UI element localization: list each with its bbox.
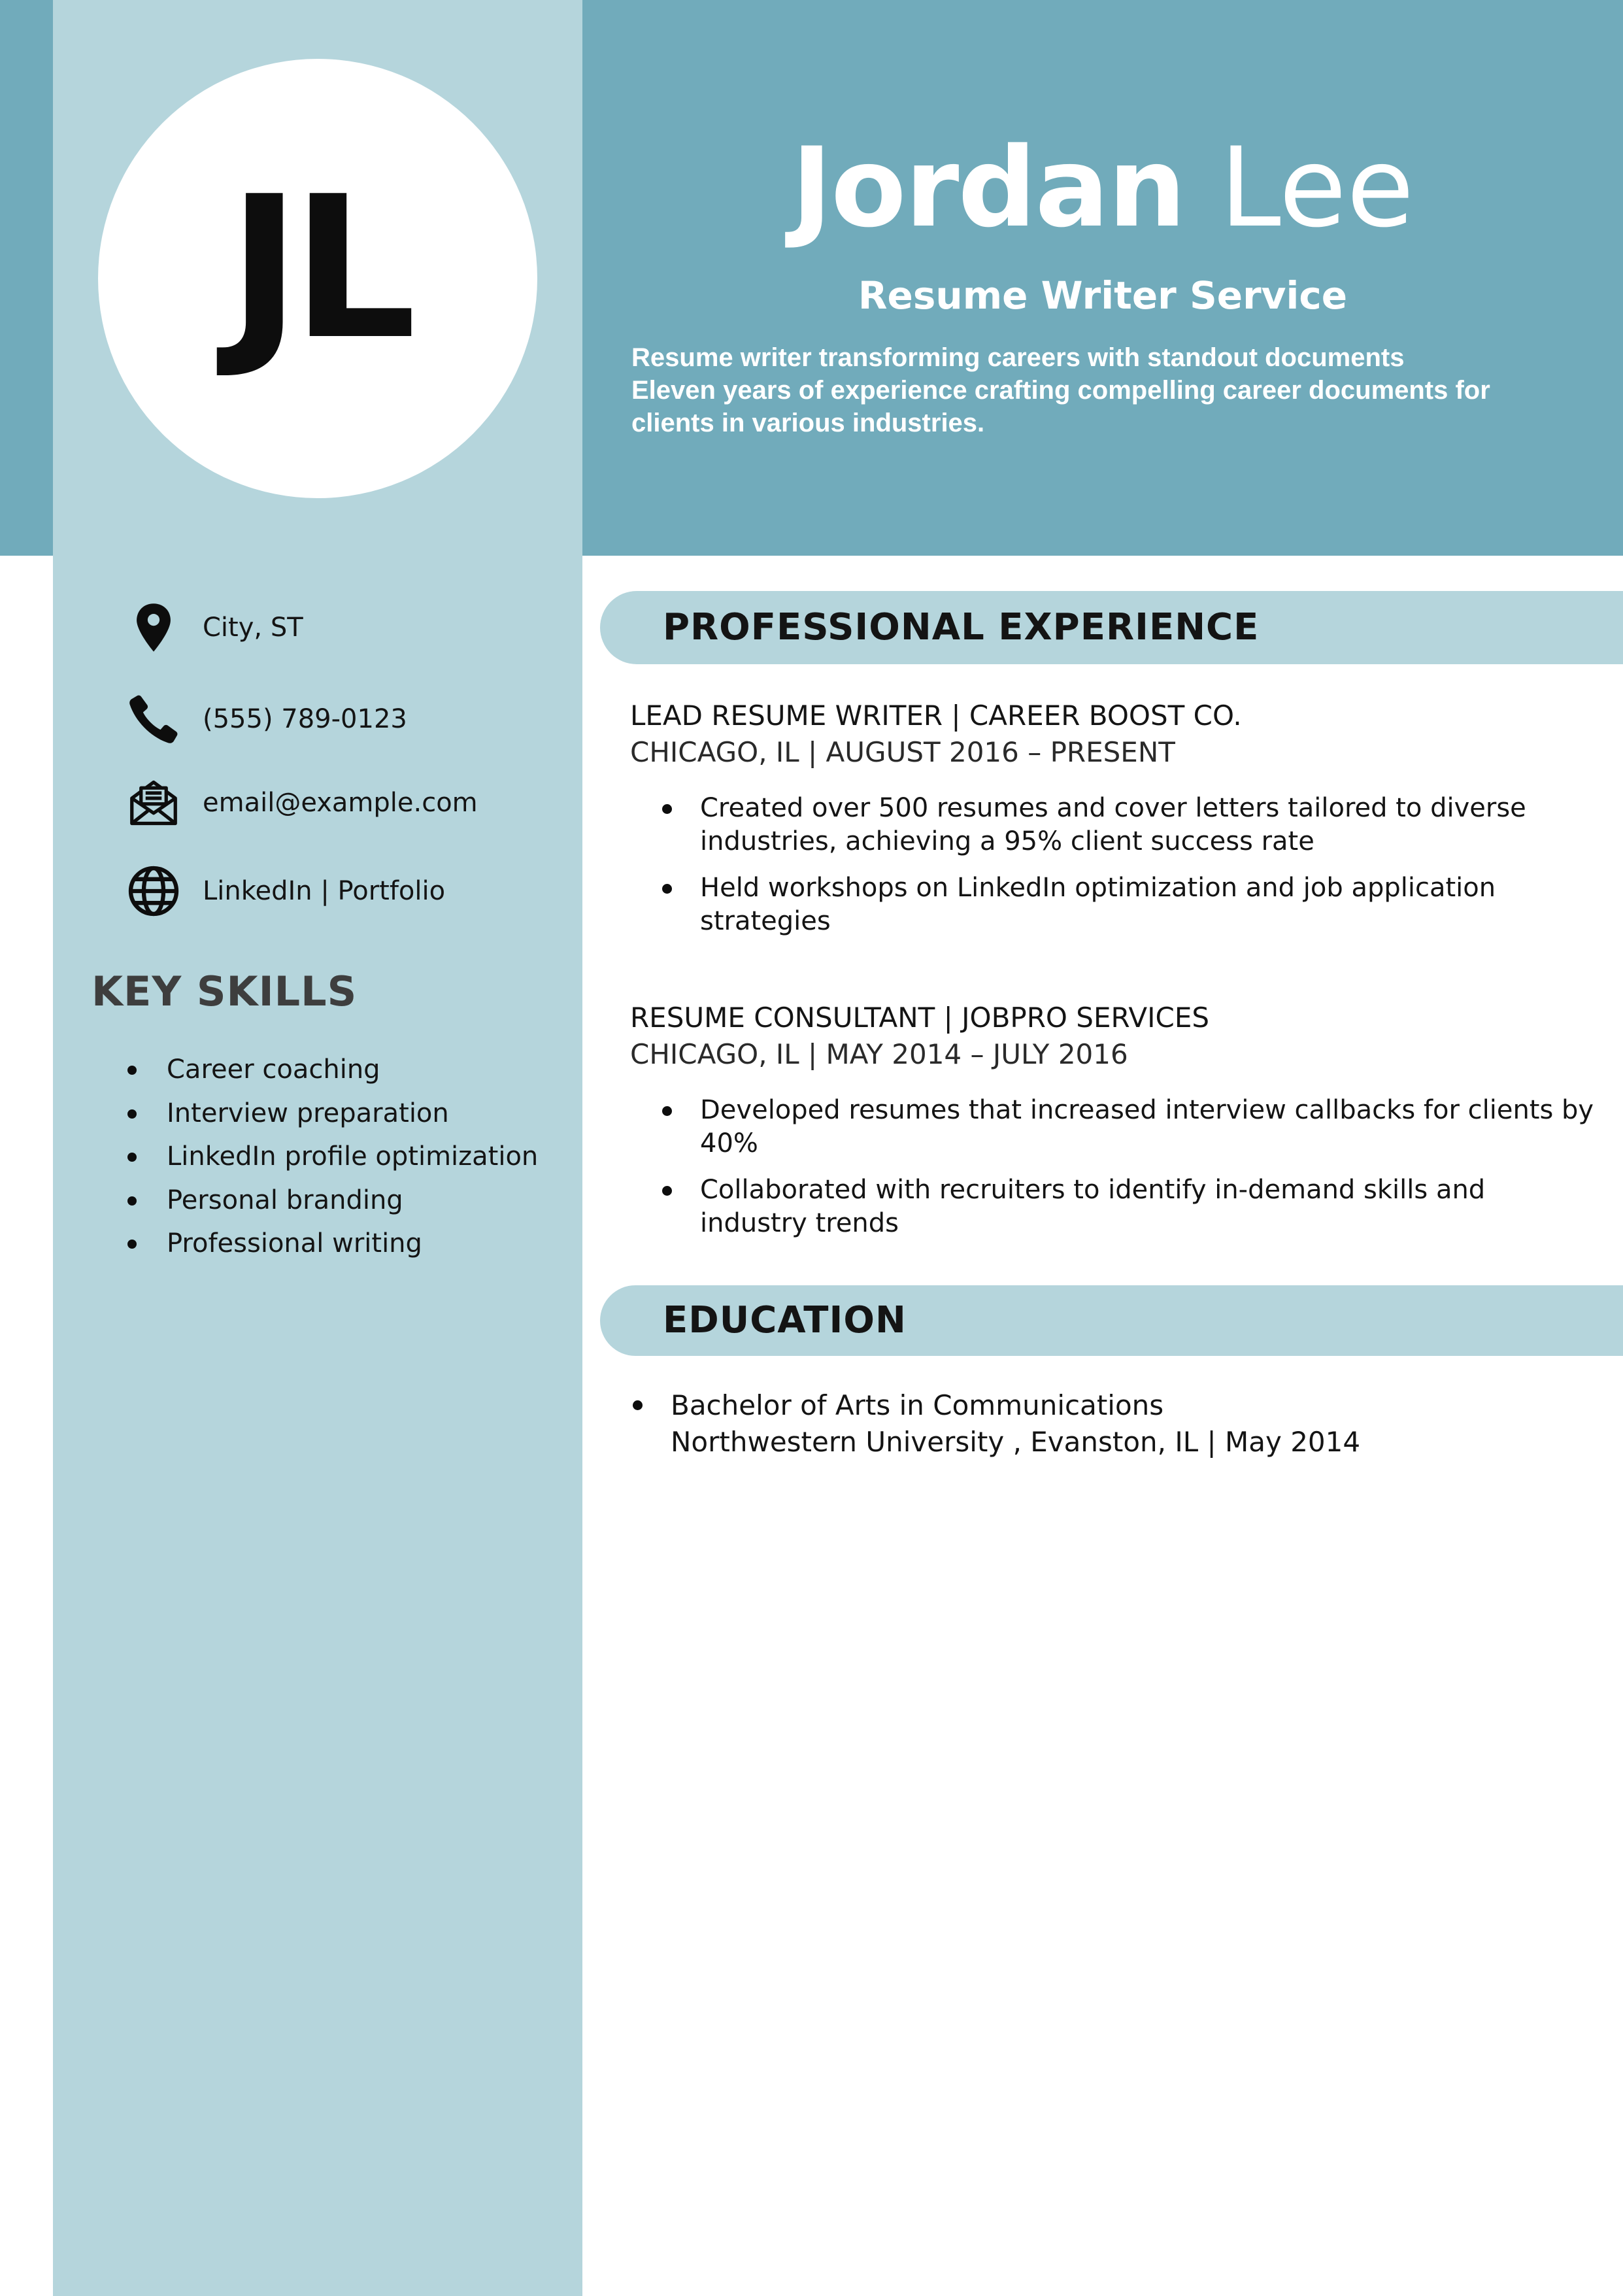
education-section-bar [600, 1285, 1623, 1356]
envelope-icon [124, 773, 183, 832]
location-pin-icon [124, 598, 183, 657]
summary-line: clients in various industries. [631, 409, 985, 437]
school-line: Northwestern University , Evanston, IL | May 2014 [671, 1426, 1361, 1458]
job-entry [630, 698, 1598, 951]
contact-web [124, 858, 445, 924]
skill-item: Professional writing [127, 1222, 538, 1266]
monogram-avatar [98, 59, 537, 498]
professional-title: Resume Writer Service [858, 273, 1348, 318]
job-bullet: Developed resumes that increased interview callbacks for clients by 40% [630, 1094, 1598, 1160]
contact-location [124, 595, 303, 660]
skill-item: Interview preparation [127, 1092, 538, 1136]
location-text: City, ST [203, 613, 303, 643]
experience-section-bar [600, 591, 1623, 664]
last-name: Lee [1220, 124, 1414, 252]
contact-phone [124, 686, 407, 752]
contact-email [124, 770, 478, 836]
first-name: Jordan [791, 124, 1185, 252]
phone-icon [124, 690, 183, 749]
job-bullets [630, 1094, 1598, 1240]
job-bullet: Collaborated with recruiters to identify in-demand skills and industry trends [630, 1173, 1598, 1240]
summary-line: Eleven years of experience crafting compelling career documents for [631, 376, 1490, 405]
degree: Bachelor of Arts in Communications [671, 1389, 1164, 1421]
globe-icon [124, 862, 183, 920]
skill-item: Personal branding [127, 1179, 538, 1223]
education-entry [630, 1387, 1598, 1460]
job-title-company: RESUME CONSULTANT | JOBPRO SERVICES [630, 1002, 1210, 1034]
education-heading: EDUCATION [663, 1299, 907, 1342]
job-bullet: Created over 500 resumes and cover letters tailored to diverse industries, achieving a 95% client success rate [630, 792, 1598, 858]
web-text: LinkedIn | Portfolio [203, 876, 446, 906]
job-location-dates: CHICAGO, IL | MAY 2014 – JULY 2016 [630, 1038, 1128, 1070]
job-bullet: Held workshops on LinkedIn optimization and job application strategies [630, 871, 1598, 938]
phone-text: (555) 789-0123 [203, 704, 407, 734]
job-bullets [630, 792, 1598, 938]
email-text: email@example.com [203, 788, 478, 818]
summary [631, 341, 1599, 439]
candidate-name [582, 124, 1623, 252]
job-location-dates: CHICAGO, IL | AUGUST 2016 – PRESENT [630, 736, 1175, 768]
job-entry [630, 1000, 1598, 1253]
monogram-initials: JL [227, 154, 408, 382]
skill-item: LinkedIn profile optimization [127, 1135, 538, 1179]
experience-heading: PROFESSIONAL EXPERIENCE [663, 606, 1260, 649]
summary-line: Resume writer transforming careers with standout documents [631, 343, 1405, 372]
key-skills-heading: KEY SKILLS [92, 968, 358, 1015]
key-skills-list [127, 1048, 538, 1266]
job-title-company: LEAD RESUME WRITER | CAREER BOOST CO. [630, 700, 1242, 732]
skill-item: Career coaching [127, 1048, 538, 1092]
